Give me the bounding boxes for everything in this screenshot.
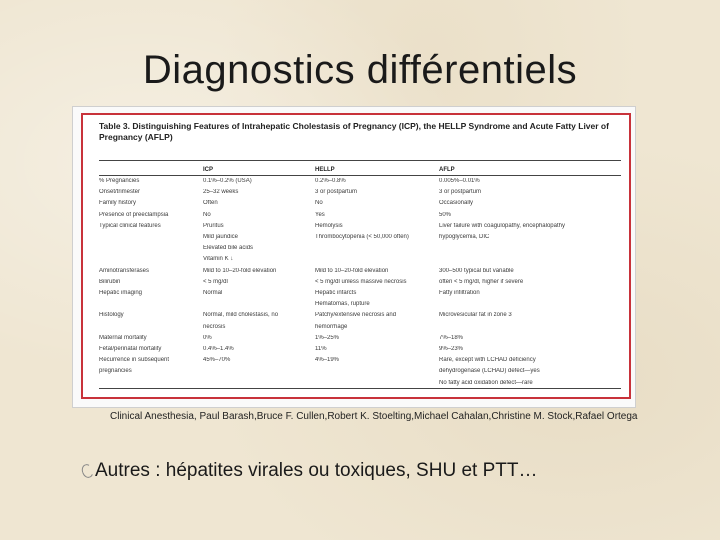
table-cell: Recurrence in subsequent	[99, 357, 170, 364]
table-cell: Hepatic imaging	[99, 290, 143, 296]
citation: Clinical Anesthesia, Paul Barash,Bruce F. Cullen,Robert K. Stoelting,Michael Cahalan,Christine M. Stock,Rafael Ortega	[110, 411, 638, 422]
table-cell: Typical clinical features	[99, 222, 161, 229]
table-image	[72, 106, 636, 408]
table-cell: hemorrhage	[315, 323, 348, 330]
table-cell: 9%–23%	[439, 346, 464, 352]
table-cell: Liver failure with coagulopathy, encephalopathy	[439, 222, 565, 229]
table-rule-bottom	[99, 388, 621, 389]
table-cell: 0%	[203, 334, 212, 341]
table-cell: Patchy/extensive necrosis and	[315, 312, 397, 319]
table-cell: Occasionally	[439, 200, 474, 207]
bullet-text: Autres : hépatites virales ou toxiques, SHU et PTT…	[95, 460, 538, 481]
bullet-icon	[80, 463, 95, 480]
table-cell: Rare, except with LCHAD deficiency	[439, 357, 536, 364]
table-cell: 25–32 weeks	[203, 189, 239, 196]
table-cell: 300–500 typical but variable	[439, 267, 514, 274]
table-cell: No fatty acid oxidation defect—rare	[439, 379, 533, 386]
table-cell: Thrombocytopenia (< 50,000 often)	[315, 234, 409, 240]
table-cell: < 5 mg/dl unless massive necrosis	[315, 278, 407, 285]
table-cell: necrosis	[203, 323, 226, 330]
table-cell: Mild to 10–20-fold elevation	[315, 267, 389, 274]
table-cell: 1%–25%	[315, 334, 340, 341]
table-cell: 7%–18%	[439, 334, 464, 341]
table-cell: Histology	[99, 312, 124, 319]
table-cell: Normal	[203, 290, 223, 296]
table-caption-label: Table 3.	[99, 121, 131, 131]
table-caption-text: Distinguishing Features of Intrahepatic Cholestasis of Pregnancy (ICP), the HELLP Syndrome and Acute Fatty Liver of Pregnancy (AFLP)	[99, 121, 609, 142]
slide-title: Diagnostics différentiels	[142, 48, 578, 92]
table-cell: Fetal/perinatal mortality	[99, 346, 162, 352]
table-cell: Bilirubin	[99, 278, 121, 285]
table-cell: No	[203, 211, 211, 218]
table-cell: 3 or postpartum	[315, 189, 358, 196]
table-cell: 0.4%–1.4%	[203, 346, 234, 352]
bullet-item	[82, 460, 537, 482]
table-cell: 11%	[315, 346, 327, 352]
table-cell: Mild jaundice	[203, 234, 239, 240]
table-cell: Normal, mild cholestasis, no	[203, 312, 279, 319]
table-cell: Yes	[315, 211, 325, 218]
table-cell: 0.1%–0.2% (USA)	[203, 178, 252, 184]
table-cell: No	[315, 200, 323, 207]
table-cell: dehydrogenase (LCHAD) defect—yes	[439, 368, 540, 375]
table-header-icp: ICP	[203, 167, 214, 173]
table-cell: Presence of preeclampsia	[99, 211, 169, 218]
table-cell: 3 or postpartum	[439, 189, 482, 196]
table-cell: pregnancies	[99, 368, 132, 375]
table-cell: Microvesicular fat in zone 3	[439, 312, 512, 319]
table-cell: Often	[203, 200, 218, 207]
table-cell: Elevated bile acids	[203, 245, 254, 252]
table-cell: 0.005%–0.01%	[439, 178, 480, 184]
table-cell: Mild to 10–20-fold elevation	[203, 267, 277, 274]
table-cell: 50%	[439, 211, 452, 218]
table-rule-top	[99, 160, 621, 161]
table-cell: Aminotransferases	[99, 267, 150, 274]
table-caption	[99, 121, 619, 143]
table-cell: < 5 mg/dl	[203, 278, 228, 285]
table-header-hellp: HELLP	[315, 167, 335, 173]
table-cell: Hemolysis	[315, 222, 343, 229]
table-header-aflp: AFLP	[439, 167, 455, 173]
table-rule-header	[99, 175, 621, 176]
table-cell: Pruritus	[203, 222, 224, 229]
table-cell: Fatty infiltration	[439, 290, 480, 296]
table-cell: Maternal mortality	[99, 334, 147, 341]
table-cell: often < 5 mg/dl, higher if severe	[439, 278, 524, 285]
table-cell: Hepatic infarcts	[315, 290, 357, 296]
table-cell: 0.2%–0.8%	[315, 178, 346, 184]
table-cell: Onset/trimester	[99, 189, 141, 196]
table-cell: 45%–70%	[203, 357, 231, 364]
table-cell: 4%–19%	[315, 357, 340, 364]
table-cell: Family history	[99, 200, 137, 207]
table-cell: Hematomas, rupture	[315, 301, 370, 308]
table-cell: % Pregnancies	[99, 178, 140, 184]
table-cell: hypoglycemia, DIC	[439, 234, 490, 240]
table-frame	[81, 113, 631, 399]
table-cell: Vitamin K ↓	[203, 256, 234, 263]
